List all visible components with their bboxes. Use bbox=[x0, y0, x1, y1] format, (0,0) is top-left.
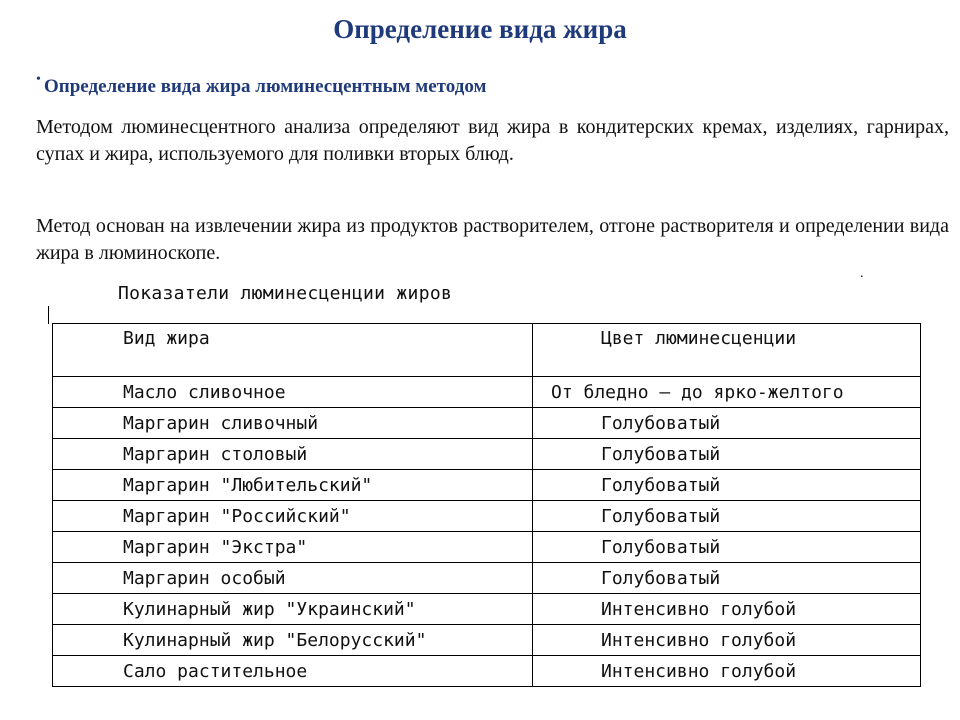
color-cell: Голубоватый bbox=[533, 532, 921, 563]
table-row bbox=[53, 408, 921, 439]
color-cell: От бледно – до ярко-желтого bbox=[533, 377, 921, 408]
decorative-dot: . bbox=[860, 266, 864, 281]
color-cell: Голубоватый bbox=[533, 563, 921, 594]
table-caption: Показатели люминесценции жиров bbox=[118, 283, 453, 304]
fat-type-cell: Маргарин "Российский" bbox=[53, 501, 533, 532]
table-row bbox=[53, 470, 921, 501]
fat-type-cell: Маргарин столовый bbox=[53, 439, 533, 470]
fat-type-cell: Маргарин "Экстра" bbox=[53, 532, 533, 563]
fat-type-cell: Маргарин сливочный bbox=[53, 408, 533, 439]
table-row bbox=[53, 501, 921, 532]
subheading-text: Определение вида жира люминесцентным методом bbox=[44, 76, 487, 97]
color-cell: Голубоватый bbox=[533, 439, 921, 470]
table-row bbox=[53, 563, 921, 594]
table-header-row bbox=[53, 324, 921, 377]
table-row bbox=[53, 656, 921, 687]
header-luminescence-color: Цвет люминесценции bbox=[533, 324, 921, 377]
table-row bbox=[53, 594, 921, 625]
decorative-tick bbox=[48, 306, 49, 324]
table-row bbox=[53, 625, 921, 656]
fat-type-cell: Маргарин "Любительский" bbox=[53, 470, 533, 501]
page-title: Определение вида жира bbox=[333, 14, 627, 44]
section-subheading bbox=[36, 76, 926, 98]
color-cell: Интенсивно голубой bbox=[533, 594, 921, 625]
fat-type-cell: Масло сливочное bbox=[53, 377, 533, 408]
color-cell: Интенсивно голубой bbox=[533, 656, 921, 687]
bullet-icon: • bbox=[36, 72, 41, 87]
luminescence-table bbox=[52, 323, 921, 687]
color-cell: Голубоватый bbox=[533, 501, 921, 532]
color-cell: Голубоватый bbox=[533, 470, 921, 501]
table-row bbox=[53, 532, 921, 563]
fat-type-cell: Маргарин особый bbox=[53, 563, 533, 594]
fat-type-cell: Кулинарный жир "Белорусский" bbox=[53, 625, 533, 656]
color-cell: Голубоватый bbox=[533, 408, 921, 439]
paragraph-2: Метод основан на извлечении жира из продуктов растворителем, отгоне растворителя и определении вида жира в люминоскопе. bbox=[36, 215, 949, 264]
header-fat-type: Вид жира bbox=[53, 324, 533, 377]
table-row bbox=[53, 377, 921, 408]
fat-type-cell: Сало растительное bbox=[53, 656, 533, 687]
paragraph-1: Методом люминесцентного анализа определяют вид жира в кондитерских кремах, изделиях, гарнирах, супах и жира, используемого для поливки вторых блюд. bbox=[36, 116, 949, 165]
fat-type-cell: Кулинарный жир "Украинский" bbox=[53, 594, 533, 625]
color-cell: Интенсивно голубой bbox=[533, 625, 921, 656]
table-row bbox=[53, 439, 921, 470]
